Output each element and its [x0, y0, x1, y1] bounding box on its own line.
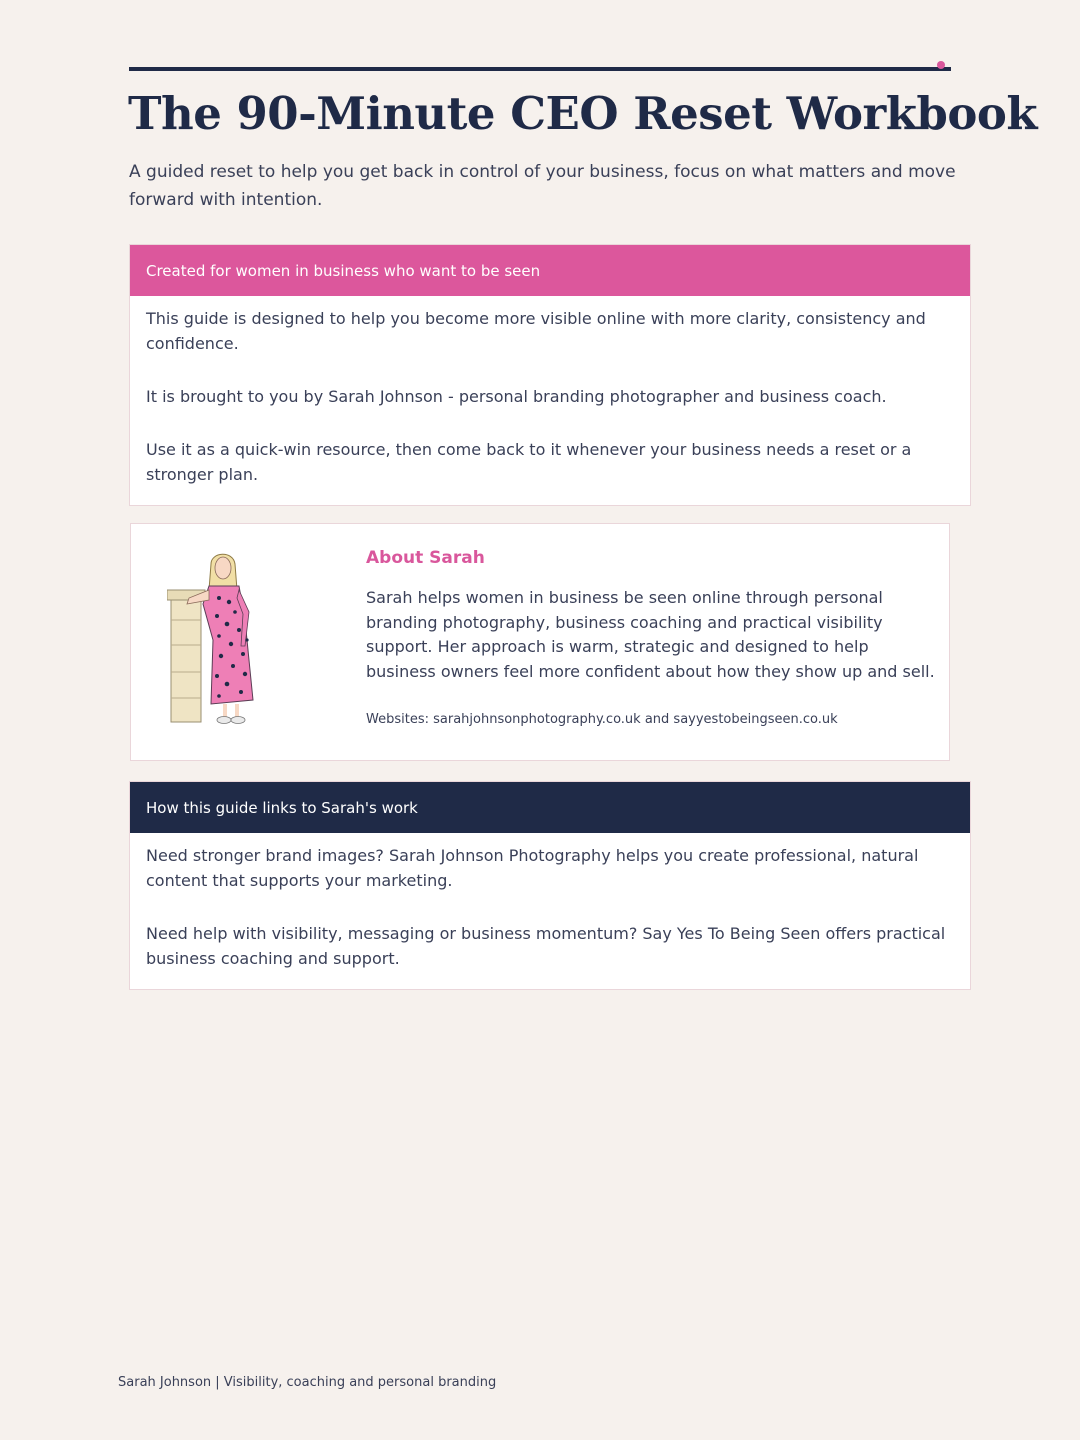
about-websites: Websites: sarahjohnsonphotography.co.uk and sayyestobeingseen.co.uk — [366, 712, 838, 727]
page-footer: Sarah Johnson | Visibility, coaching and personal branding — [118, 1375, 497, 1390]
intro-box — [129, 244, 971, 506]
intro-paragraph: It is brought to you by Sarah Johnson - personal branding photographer and business coach. — [146, 387, 887, 406]
about-title: About Sarah — [366, 548, 485, 568]
links-paragraph: Need help with visibility, messaging or business momentum? Say Yes To Being Seen offers practical business coaching and support. — [146, 924, 946, 968]
about-card — [130, 523, 950, 761]
about-text: Sarah helps women in business be seen online through personal branding photography, business coaching and practical visibility support. Her approach is warm, strategic and designed to help business owners feel more confident about how they show up and sell. — [366, 588, 935, 681]
links-box-body — [130, 833, 970, 989]
page-title: The 90-Minute CEO Reset Workbook — [128, 87, 1038, 140]
woman-illustration-icon — [167, 550, 273, 730]
page-subtitle: A guided reset to help you get back in control of your business, focus on what matters and move forward with intention. — [129, 162, 956, 210]
intro-box-heading: Created for women in business who want to be seen — [130, 245, 970, 296]
intro-box-body — [130, 296, 970, 505]
links-box — [129, 781, 971, 990]
links-paragraph: Need stronger brand images? Sarah Johnson Photography helps you create professional, natural content that supports your marketing. — [146, 846, 919, 890]
intro-paragraph: Use it as a quick-win resource, then come back to it whenever your business needs a reset or a stronger plan. — [146, 440, 912, 484]
links-box-heading: How this guide links to Sarah's work — [130, 782, 970, 833]
title-rule — [129, 67, 951, 71]
intro-paragraph: This guide is designed to help you become more visible online with more clarity, consistency and confidence. — [146, 309, 926, 353]
title-rule-dot — [937, 61, 945, 69]
